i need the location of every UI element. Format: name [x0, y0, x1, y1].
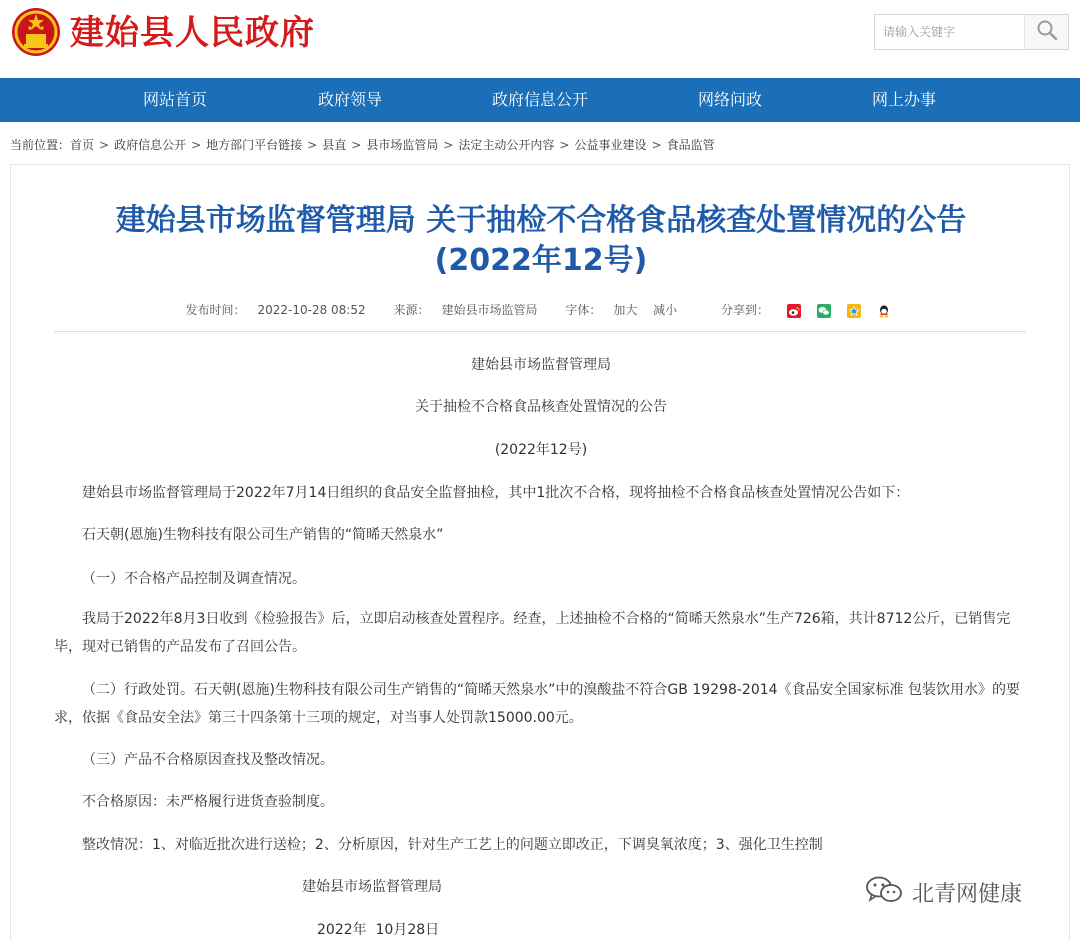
- search-icon: [1036, 19, 1058, 45]
- nav-item-online-inquiry[interactable]: 网络问政: [697, 90, 762, 109]
- paragraph-cause: 不合格原因：未严格履行进货查验制度。: [82, 794, 334, 810]
- paragraph-section3-heading: （三）产品不合格原因查找及整改情况。: [82, 752, 334, 768]
- breadcrumb-prefix: 当前位置：: [10, 138, 71, 152]
- wechat-logo-icon: [864, 874, 906, 910]
- watermark: [864, 872, 1022, 912]
- paragraph-section1-body: 我局于2022年8月3日收到《检验报告》后，立即启动核查处置程序。经查，上述抽检不合格的“简晞天然泉水”生产726箱，共计8712公斤，已销售完毕，现对已销售的产品发布了召回公告。: [54, 611, 1011, 655]
- nav-item-info-disclosure[interactable]: 政府信息公开: [491, 90, 588, 109]
- article-title-line2: (2022年12号): [434, 243, 648, 278]
- publish-label: 发布时间：: [185, 303, 246, 317]
- font-size-label: 字体：: [565, 303, 602, 317]
- font-larger-button[interactable]: 加大: [613, 303, 638, 317]
- breadcrumb-separator: >: [651, 138, 662, 152]
- article-meta: [11, 301, 1071, 320]
- breadcrumb-item[interactable]: 县直: [322, 138, 347, 152]
- signature-org: 建始县市场监督管理局: [302, 879, 442, 895]
- paragraph-product: 石天朝(恩施)生物科技有限公司生产销售的“简晞天然泉水”: [82, 527, 444, 543]
- breadcrumb-item[interactable]: 食品监管: [666, 138, 715, 152]
- article-title-line1: 建始县市场监督管理局 关于抽检不合格食品核查处置情况的公告: [115, 203, 967, 238]
- breadcrumb-separator: >: [559, 138, 570, 152]
- notice-heading-number: (2022年12号): [494, 442, 588, 458]
- paragraph-rectification: 整改情况：1、对临近批次进行送检；2、分析原因，针对生产工艺上的问题立即改正，下调臭氧浓度；3、强化卫生控制: [82, 837, 823, 853]
- publish-time: 2022-10-28 08:52: [257, 303, 366, 317]
- search-box: [874, 14, 1069, 50]
- breadcrumb-item[interactable]: 县市场监管局: [366, 138, 439, 152]
- paragraph-intro: 建始县市场监督管理局于2022年7月14日组织的食品安全监督抽检，其中1批次不合格，现将抽检不合格食品核查处置情况公告如下：: [82, 485, 910, 501]
- breadcrumb-separator: >: [99, 138, 110, 152]
- qq-icon[interactable]: [877, 304, 891, 318]
- main-nav: [0, 78, 1080, 122]
- article-title: [11, 201, 1071, 281]
- breadcrumb-item[interactable]: 公益事业建设: [574, 138, 647, 152]
- site-title[interactable]: 建始县人民政府: [70, 13, 315, 53]
- source-label: 来源：: [393, 303, 430, 317]
- breadcrumb-separator: >: [307, 138, 318, 152]
- search-input[interactable]: [875, 15, 1025, 49]
- breadcrumb-item[interactable]: 地方部门平台链接: [206, 138, 303, 152]
- breadcrumb-item[interactable]: 首页: [70, 138, 95, 152]
- nav-item-online-services[interactable]: 网上办事: [871, 90, 936, 109]
- national-emblem-logo: [10, 6, 62, 58]
- breadcrumb-item[interactable]: 法定主动公开内容: [458, 138, 555, 152]
- paragraph-section2: （二）行政处罚。石天朝(恩施)生物科技有限公司生产销售的“简晞天然泉水”中的溴酸盐不符合GB 19298-2014《食品安全国家标准 包装饮用水》的要求，依据《食品安全法》第三十四条第十三项的规定，对当事人处罚款15000.00元。: [54, 682, 1020, 726]
- font-smaller-button[interactable]: 减小: [653, 303, 678, 317]
- article-container: [10, 164, 1070, 940]
- breadcrumb-separator: >: [351, 138, 362, 152]
- notice-heading-org: 建始县市场监督管理局: [471, 357, 611, 373]
- search-button[interactable]: [1024, 15, 1068, 49]
- wechat-icon[interactable]: [817, 304, 831, 318]
- weibo-icon[interactable]: [787, 304, 801, 318]
- nav-item-leaders[interactable]: 政府领导: [317, 90, 382, 109]
- breadcrumb-item[interactable]: 政府信息公开: [114, 138, 187, 152]
- breadcrumb-separator: >: [443, 138, 454, 152]
- qzone-icon[interactable]: [847, 304, 861, 318]
- meta-divider: [54, 331, 1026, 332]
- nav-item-home[interactable]: 网站首页: [142, 90, 207, 109]
- signature-date: 2022年 10月28日: [317, 922, 440, 938]
- breadcrumb: [10, 136, 715, 154]
- site-header: [0, 0, 1080, 78]
- notice-heading-subject: 关于抽检不合格食品核查处置情况的公告: [415, 399, 667, 415]
- share-label: 分享到：: [721, 303, 770, 317]
- paragraph-section1-heading: （一）不合格产品控制及调查情况。: [82, 571, 306, 587]
- breadcrumb-separator: >: [191, 138, 202, 152]
- source-value: 建始县市场监管局: [441, 303, 538, 317]
- watermark-text: 北青网健康: [912, 881, 1023, 907]
- share-icons: [781, 302, 896, 320]
